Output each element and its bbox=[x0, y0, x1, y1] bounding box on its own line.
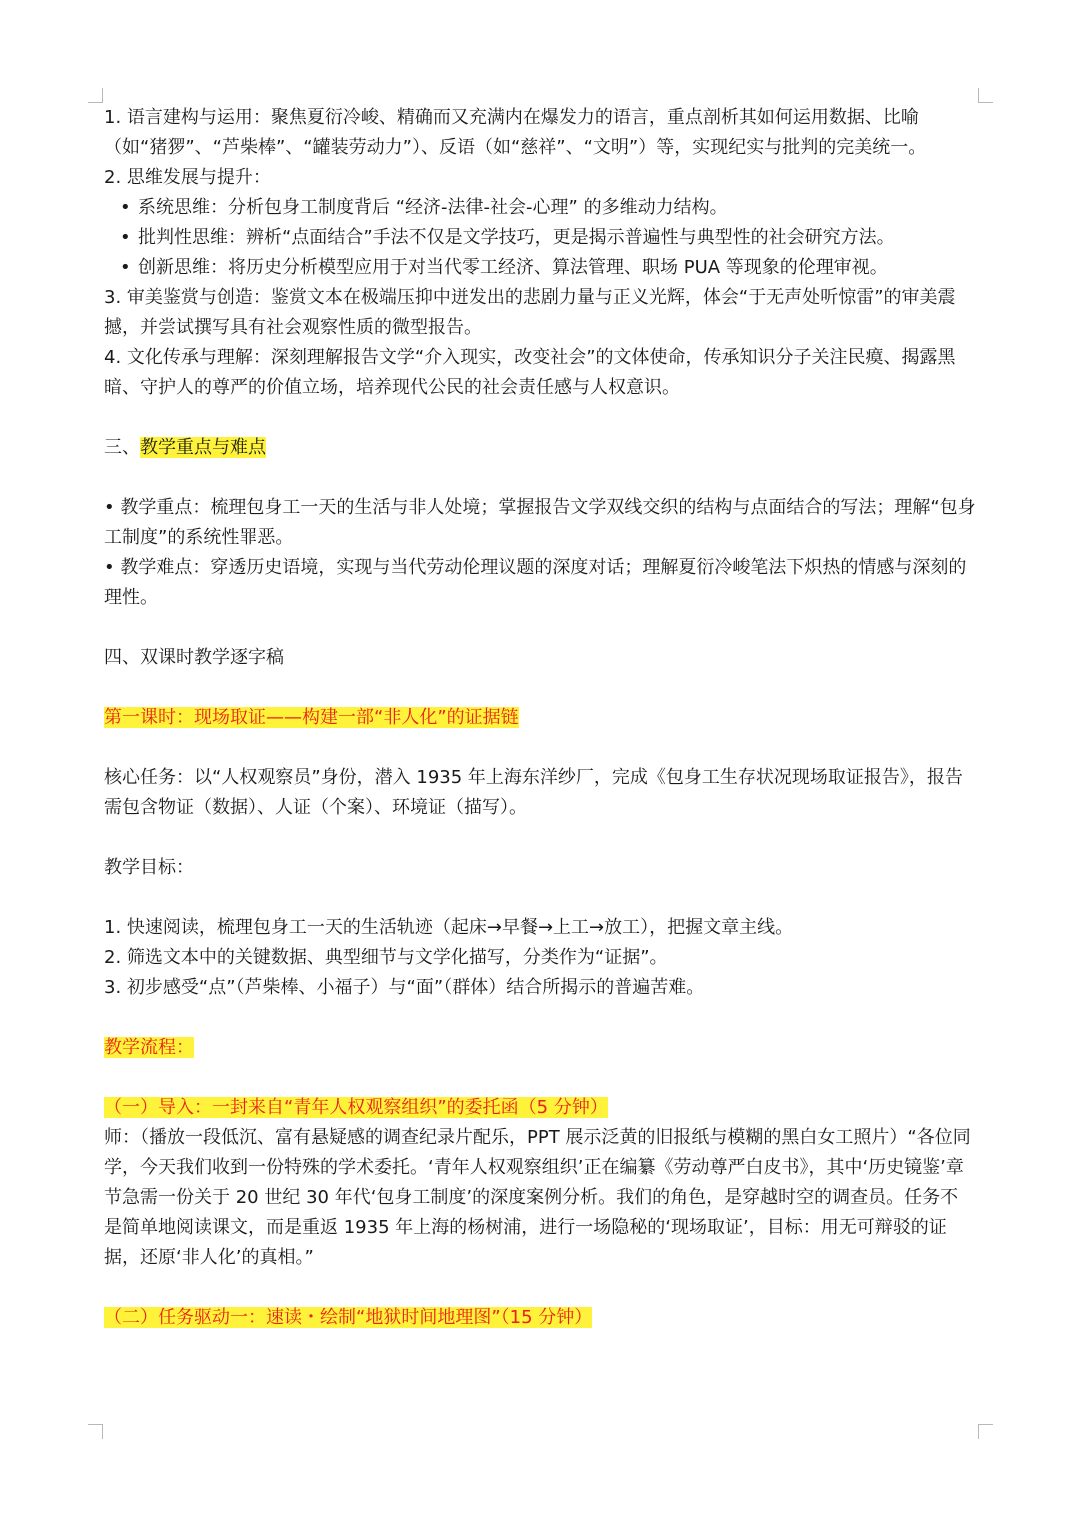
objective-1: 1. 语言建构与运用：聚焦夏衍冷峻、精确而又充满内在爆发力的语言，重点剖析其如何运用数据、比喻（如“猪猡”、“芦柴棒”、“罐装劳动力”）、反语（如“慈祥”、“文明”）等，实现纪实与批判的完美统一。 bbox=[104, 107, 927, 158]
step-2-title: （二）任务驱动一：速读・绘制“地狱时间地理图”（15 分钟） bbox=[104, 1307, 593, 1328]
thinking-bullet: • 创新思维：将历史分析模型应用于对当代零工经济、算法管理、职场 PUA 等现象的伦理审视。 bbox=[120, 253, 976, 283]
page-corner-mark bbox=[978, 88, 993, 103]
page-corner-mark bbox=[88, 1424, 103, 1439]
bullet-icon: • bbox=[104, 557, 115, 578]
bullet-icon: • bbox=[120, 257, 131, 278]
step-1-text: 师：（播放一段低沉、富有悬疑感的调查纪录片配乐，PPT 展示泛黄的旧报纸与模糊的黑白女工照片）“各位同学，今天我们收到一份特殊的学术委托。‘青年人权观察组织’正在编纂《劳动尊严白皮书》，其中‘历史镜鉴’章节急需一份关于 20 世纪 30 年代‘包身工制度’的深度案例分析。我们的角色，是穿越时空的调查员。任务不是简单地阅读课文，而是重返 1935 年上海的杨树浦，进行一场隐秘的‘现场取证’，目标：用无可辩驳的证据，还原‘非人化’的真相。” bbox=[104, 1127, 971, 1268]
bullet-icon: • bbox=[120, 197, 131, 218]
goal-item: 3. 初步感受“点”（芦柴棒、小福子）与“面”（群体）结合所揭示的普遍苦难。 bbox=[104, 977, 705, 998]
core-task: 核心任务：以“人权观察员”身份，潜入 1935 年上海东洋纱厂，完成《包身工生存状况现场取证报告》，报告需包含物证（数据）、人证（个案）、环境证（描写）。 bbox=[104, 767, 963, 818]
goals-label: 教学目标： bbox=[104, 857, 194, 878]
objective-4: 4. 文化传承与理解：深刻理解报告文学“介入现实，改变社会”的文体使命，传承知识分子关注民瘼、揭露黑暗、守护人的尊严的价值立场，培养现代公民的社会责任感与人权意识。 bbox=[104, 347, 956, 398]
section-3-heading: 三、教学重点与难点 bbox=[104, 437, 266, 458]
flow-label: 教学流程： bbox=[104, 1037, 194, 1058]
goal-item: 2. 筛选文本中的关键数据、典型细节与文学化描写，分类作为“证据”。 bbox=[104, 947, 668, 968]
thinking-bullet: • 系统思维：分析包身工制度背后 “经济-法律-社会-心理” 的多维动力结构。 bbox=[120, 193, 976, 223]
bullet-icon: • bbox=[120, 227, 131, 248]
objective-3: 3. 审美鉴赏与创造：鉴赏文本在极端压抑中迸发出的悲剧力量与正义光辉，体会“于无声处听惊雷”的审美震撼，并尝试撰写具有社会观察性质的微型报告。 bbox=[104, 287, 956, 338]
goal-item: 1. 快速阅读，梳理包身工一天的生活轨迹（起床→早餐→上工→放工），把握文章主线。 bbox=[104, 917, 794, 938]
bullet-icon: • bbox=[104, 497, 115, 518]
page-corner-mark bbox=[978, 1424, 993, 1439]
difficulty-item: • 教学难点：穿透历史语境，实现与当代劳动伦理议题的深度对话；理解夏衍冷峻笔法下炽热的情感与深刻的理性。 bbox=[104, 557, 967, 608]
section-3-title: 教学重点与难点 bbox=[140, 437, 266, 458]
objective-2: 2. 思维发展与提升： bbox=[104, 167, 271, 188]
section-4-heading: 四、双课时教学逐字稿 bbox=[104, 647, 284, 668]
lesson-1-title: 第一课时：现场取证——构建一部“非人化”的证据链 bbox=[104, 707, 519, 728]
thinking-bullet: • 批判性思维：辨析“点面结合”手法不仅是文学技巧，更是揭示普遍性与典型性的社会研究方法。 bbox=[120, 223, 976, 253]
step-1-title: （一）导入：一封来自“青年人权观察组织”的委托函（5 分钟） bbox=[104, 1097, 608, 1118]
key-point-item: • 教学重点：梳理包身工一天的生活与非人处境；掌握报告文学双线交织的结构与点面结合的写法；理解“包身工制度”的系统性罪恶。 bbox=[104, 497, 976, 548]
document-body bbox=[104, 103, 976, 1333]
page-corner-mark bbox=[88, 88, 103, 103]
